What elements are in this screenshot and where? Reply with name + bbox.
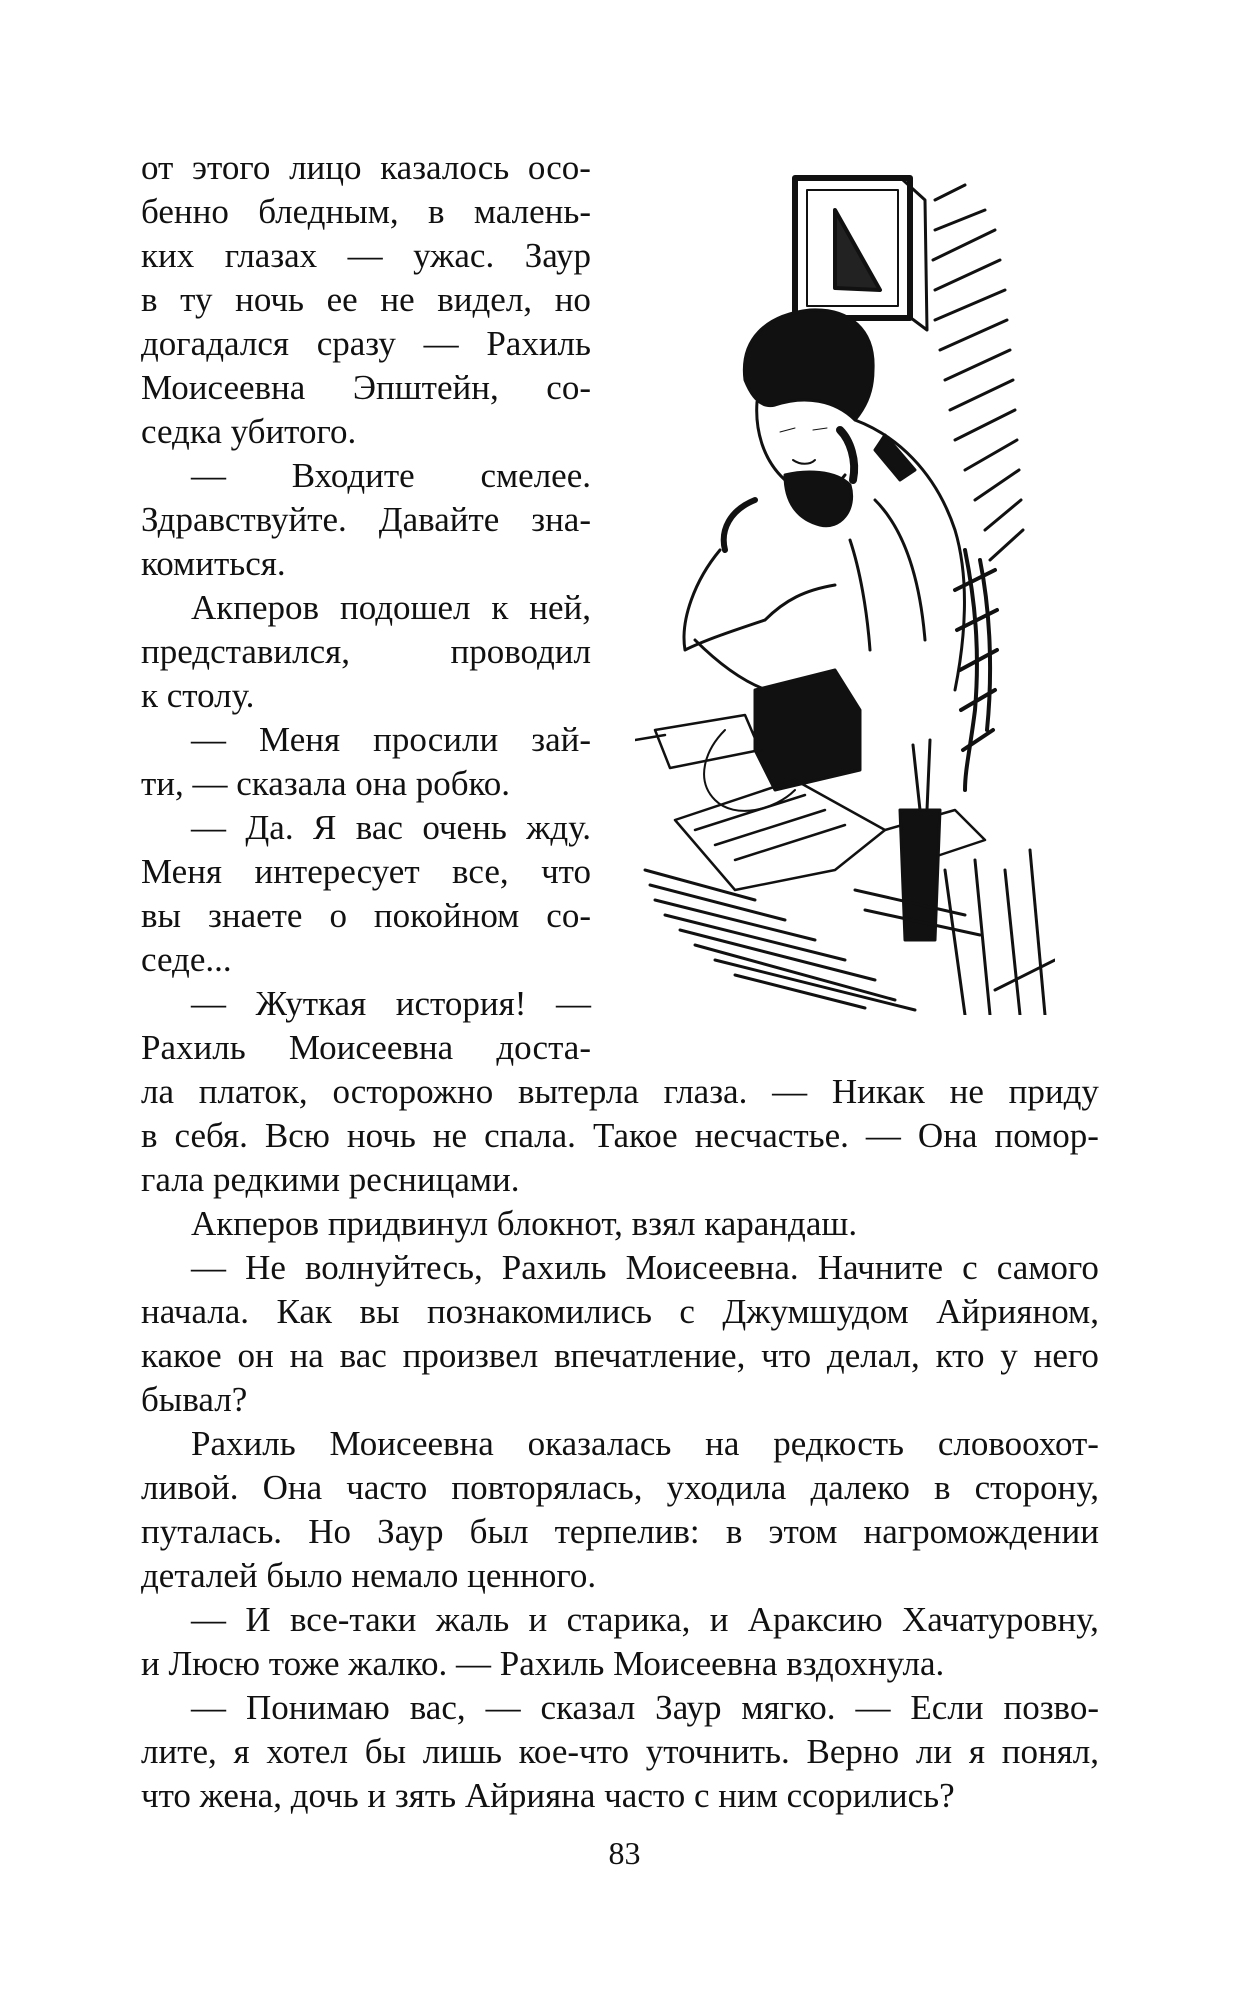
text-line: комиться. [141,544,286,583]
text-line: от этого лицо казалось осо- [141,148,591,187]
page-number: 83 [608,1835,641,1871]
text-line: вы знаете о покойном со- [141,896,591,935]
text-line: ла платок, осторожно вытерла глаза. — Никак не приду [141,1072,1099,1111]
wall-hatching [933,185,1023,560]
text-line: какое он на вас произвел впечатление, что делал, кто у него [141,1336,1099,1375]
text-line: Здравствуйте. Давайте зна- [141,500,591,539]
text-line: седка убитого. [141,412,357,451]
text-line: ких глазах — ужас. Заур [141,236,591,275]
text-line: — Жуткая история! — [191,984,591,1023]
text-line: ливой. Она часто повторялась, уходила далеко в сторону, [141,1468,1099,1507]
text-line: лите, я хотел бы лишь кое-что уточнить. Верно ли я понял, [141,1732,1099,1771]
illustration-officer-on-phone [635,170,1055,1015]
text-line: что жена, дочь и зять Айрияна часто с ним ссорились? [141,1776,955,1815]
text-line: Акперов придвинул блокнот, взял карандаш. [191,1204,858,1243]
wall-picture-frame [795,178,927,330]
desk-hatching [645,850,1055,1015]
text-line: начала. Как вы познакомились с Джумшудом Айрияном, [141,1292,1099,1331]
text-line: Меня интересует все, что [141,852,591,891]
text-line: бывал? [141,1380,248,1419]
text-line: и Люсю тоже жалко. — Рахиль Моисеевна вздохнула. [141,1644,945,1683]
telephone-handset [724,430,854,550]
text-line: в ту ночь ее не видел, но [141,280,591,319]
chair [955,550,997,790]
text-line: седе... [141,940,232,979]
text-line: бенно бледным, в малень- [141,192,591,231]
text-line: — Понимаю вас, — сказал Заур мягко. — Если позво- [191,1688,1099,1727]
text-line: Рахиль Моисеевна оказалась на редкость словоохот- [191,1424,1099,1463]
text-line: догадался сразу — Рахиль [141,324,591,363]
text-line: представился, проводил [141,632,591,671]
text-line: в себя. Всю ночь не спала. Такое несчастье. — Она помор- [141,1116,1099,1155]
text-line: гала редкими ресницами. [141,1160,520,1199]
text-line: — Не волнуйтесь, Рахиль Моисеевна. Начните с самого [191,1248,1099,1287]
text-line: Акперов подошел к ней, [191,588,591,627]
text-line: — Да. Я вас очень жду. [191,808,591,847]
text-line: путалась. Но Заур был терпелив: в этом нагромождении [141,1512,1099,1551]
text-line: — И все-таки жаль и старика, и Араксию Хачатуровну, [191,1600,1099,1639]
officer-uniform [684,420,964,695]
text-line: — Меня просили зай- [191,720,591,759]
text-line: ти, — сказала она робко. [141,764,511,803]
text-line: Рахиль Моисеевна доста- [141,1028,591,1067]
telephone-base [704,670,860,811]
text-line: — Входите смелее. [191,456,591,495]
pen-holder [900,740,940,940]
text-line: к столу. [141,676,255,715]
text-line: деталей было немало ценного. [141,1556,597,1595]
text-line: Моисеевна Эпштейн, со- [141,368,591,407]
